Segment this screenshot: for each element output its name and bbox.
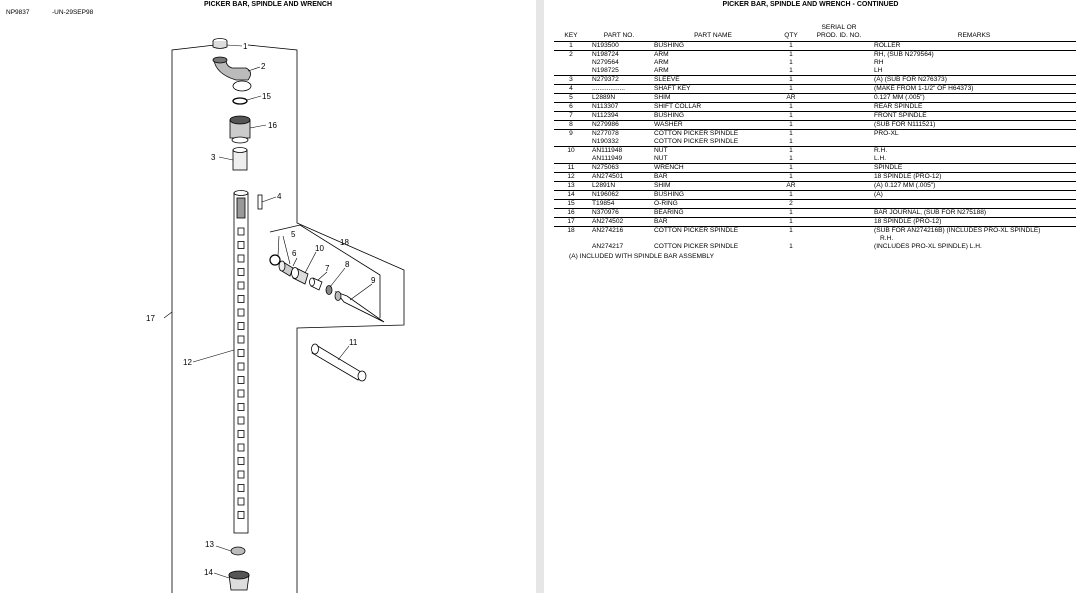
row-key: 11 <box>554 164 588 173</box>
row-serial <box>808 200 870 209</box>
row-part-name: COTTON PICKER SPINDLE <box>654 138 739 145</box>
spindle-hole <box>238 228 244 235</box>
row-serial <box>808 76 870 85</box>
row-part-name: COTTON PICKER SPINDLE <box>654 243 739 250</box>
row-remarks <box>870 138 1076 147</box>
table-row <box>554 182 1076 191</box>
row-serial <box>808 243 870 251</box>
row-part-name: SLEEVE <box>648 76 774 85</box>
row-key: 8 <box>554 121 588 130</box>
row-part-name: SHIM <box>648 94 774 103</box>
parts-table <box>554 24 1076 251</box>
table-row <box>554 85 1076 94</box>
spindle-wrench <box>312 344 367 381</box>
row-key: 15 <box>554 200 588 209</box>
spindle-hole <box>238 471 244 478</box>
row-qty: 1 <box>774 191 808 200</box>
picker-bar-shaft <box>234 191 248 534</box>
row-serial <box>808 147 870 156</box>
row-qty: 1 <box>789 67 793 74</box>
table-row <box>554 59 1076 67</box>
row-part-name: BUSHING <box>648 42 774 51</box>
row-part-name: ARM <box>654 67 669 74</box>
row-qty: AR <box>774 94 808 103</box>
spindle-hole <box>238 296 244 303</box>
table-row <box>554 76 1076 85</box>
row-serial <box>808 121 870 130</box>
row-part-no: N277078 <box>588 130 648 139</box>
row-qty: 1 <box>774 130 808 139</box>
row-remarks: (A) 0.127 MM (.005") <box>870 182 1076 191</box>
doc-id: NP9837 <box>6 9 30 16</box>
row-key: 6 <box>554 103 588 112</box>
row-remarks: R.H. <box>870 147 1076 156</box>
callout-12: 12 <box>183 358 192 367</box>
row-key: 13 <box>554 182 588 191</box>
table-row <box>554 112 1076 121</box>
row-serial <box>808 164 870 173</box>
row-remarks: FRONT SPINDLE <box>870 112 1076 121</box>
table-row <box>554 147 1076 156</box>
row-qty: 1 <box>774 218 808 227</box>
row-serial <box>808 112 870 121</box>
row-remarks-cont: R.H. <box>880 235 894 242</box>
row-qty: 1 <box>774 51 808 60</box>
row-part-no: N198725 <box>592 67 619 74</box>
spindle-hole <box>238 255 244 262</box>
callout-13: 13 <box>205 540 214 549</box>
row-serial <box>808 94 870 103</box>
table-row <box>554 42 1076 51</box>
callout-17: 17 <box>146 314 155 323</box>
row-part-no: AN111948 <box>588 147 648 156</box>
spindle-hole <box>238 390 244 397</box>
row-part-name: BAR <box>648 173 774 182</box>
callout-7: 7 <box>325 264 330 273</box>
row-key: 3 <box>554 76 588 85</box>
row-remarks: PRO-XL <box>870 130 1076 139</box>
row-key: 1 <box>554 42 588 51</box>
row-serial <box>808 173 870 182</box>
shift-collar <box>292 268 309 285</box>
shaft-key <box>258 195 262 209</box>
callout-14: 14 <box>204 568 213 577</box>
roller-bushing <box>213 39 227 49</box>
row-remarks: BAR JOURNAL, (SUB FOR N275188) <box>870 209 1076 218</box>
row-qty: 1 <box>774 76 808 85</box>
spindle-hole <box>238 444 244 451</box>
row-part-no: N370976 <box>588 209 648 218</box>
row-serial <box>808 67 870 76</box>
diagram-page <box>0 0 536 593</box>
spindle-hole <box>238 417 244 424</box>
table-row <box>554 121 1076 130</box>
row-key <box>554 138 588 147</box>
row-qty: AR <box>774 182 808 191</box>
footnote: (A) INCLUDED WITH SPINDLE BAR ASSEMBLY <box>569 253 714 260</box>
row-key: 14 <box>554 191 588 200</box>
row-key <box>554 243 588 251</box>
row-serial <box>808 209 870 218</box>
assembly-outline-17 <box>172 45 215 593</box>
row-part-no: N113307 <box>588 103 648 112</box>
spindle-hole <box>238 404 244 411</box>
table-row <box>554 173 1076 182</box>
spindle-hole <box>238 309 244 316</box>
spindle-hole <box>238 431 244 438</box>
diagram-title: PICKER BAR, SPINDLE AND WRENCH <box>203 1 333 8</box>
table-row <box>554 191 1076 200</box>
row-part-no: AN111949 <box>592 155 623 162</box>
row-key: 4 <box>554 85 588 94</box>
row-part-no: N193500 <box>588 42 648 51</box>
row-part-no: T19854 <box>588 200 648 209</box>
row-key: 12 <box>554 173 588 182</box>
row-part-no: .................. <box>588 85 648 94</box>
table-row <box>554 138 1076 147</box>
row-serial <box>808 42 870 51</box>
row-part-no: N190332 <box>592 138 619 145</box>
row-qty: 1 <box>789 155 793 162</box>
row-part-no: L2889N <box>588 94 648 103</box>
row-remarks: SPINDLE <box>870 164 1076 173</box>
row-part-name: BUSHING <box>648 112 774 121</box>
callout-9: 9 <box>371 276 376 285</box>
row-key: 9 <box>554 130 588 139</box>
callout-15: 15 <box>262 92 271 101</box>
spindle-hole <box>238 377 244 384</box>
bearing <box>230 116 250 143</box>
table-row <box>554 243 1076 251</box>
col-qty: QTY <box>784 32 798 39</box>
row-key: 5 <box>554 94 588 103</box>
row-serial <box>808 51 870 60</box>
spindle-hole <box>238 323 244 330</box>
col-serial-line2: PROD. ID. NO. <box>816 32 862 39</box>
table-row <box>554 227 1076 244</box>
row-qty: 1 <box>774 121 808 130</box>
row-part-no: N279564 <box>592 59 619 66</box>
row-part-name: BAR <box>648 218 774 227</box>
o-ring <box>233 98 247 104</box>
row-remarks: L.H. <box>874 155 887 162</box>
row-serial <box>808 155 870 164</box>
row-serial <box>808 130 870 139</box>
row-qty: 2 <box>774 200 808 209</box>
row-key: 10 <box>554 147 588 156</box>
row-qty: 1 <box>774 209 808 218</box>
row-part-no: N198724 <box>588 51 648 60</box>
row-part-name: NUT <box>654 155 668 162</box>
row-remarks: ROLLER <box>870 42 1076 51</box>
shim-ring <box>270 255 280 265</box>
row-qty: 1 <box>774 147 808 156</box>
row-serial <box>808 227 870 244</box>
row-part-no: AN274501 <box>588 173 648 182</box>
row-remarks: (SUB FOR AN274216B) (INCLUDES PRO-XL SPINDLE) R.H. <box>870 227 1076 244</box>
exploded-parts-diagram <box>0 0 536 593</box>
row-remarks: (INCLUDES PRO-XL SPINDLE) L.H. <box>874 243 982 250</box>
col-serial-line1: SERIAL OR <box>821 24 857 31</box>
row-serial <box>808 218 870 227</box>
row-part-no: AN274216 <box>588 227 648 244</box>
callout-8: 8 <box>345 260 350 269</box>
callout-5: 5 <box>291 230 296 239</box>
row-remarks: RH <box>874 59 884 66</box>
row-part-name: COTTON PICKER SPINDLE <box>648 130 774 139</box>
row-remarks: (A) (SUB FOR N276373) <box>870 76 1076 85</box>
row-remarks: (SUB FOR N111521) <box>870 121 1076 130</box>
row-part-name: BEARING <box>648 209 774 218</box>
row-serial <box>808 182 870 191</box>
col-remarks: REMARKS <box>957 32 991 39</box>
row-qty: 1 <box>789 59 793 66</box>
row-remarks: LH <box>874 67 883 74</box>
table-row <box>554 209 1076 218</box>
table-row <box>554 130 1076 139</box>
row-part-name: BUSHING <box>648 191 774 200</box>
row-qty: 1 <box>774 42 808 51</box>
nut <box>279 261 293 276</box>
row-part-name: SHIM <box>648 182 774 191</box>
callout-2: 2 <box>261 62 266 71</box>
washer <box>326 286 332 295</box>
row-part-no: L2891N <box>588 182 648 191</box>
row-serial <box>808 85 870 94</box>
row-qty: 1 <box>774 164 808 173</box>
row-part-no: N112394 <box>588 112 648 121</box>
row-qty: 1 <box>774 85 808 94</box>
row-part-no: N196062 <box>588 191 648 200</box>
row-remarks: 18 SPINDLE (PRO-12) <box>870 173 1076 182</box>
callout-1: 1 <box>243 42 248 51</box>
row-remarks: (A) <box>870 191 1076 200</box>
row-key: 18 <box>554 227 588 244</box>
row-qty: 1 <box>774 227 808 244</box>
row-key <box>554 67 588 76</box>
date-code: -UN-29SEP98 <box>52 9 94 16</box>
row-part-name: WASHER <box>648 121 774 130</box>
row-remarks: RH, (SUB N279564) <box>870 51 1076 60</box>
row-remarks: REAR SPINDLE <box>870 103 1076 112</box>
row-remarks: 0.127 MM (.005") <box>870 94 1076 103</box>
row-key: 16 <box>554 209 588 218</box>
spindle-bushing <box>310 278 323 290</box>
spindle-hole <box>238 363 244 370</box>
table-row <box>554 94 1076 103</box>
row-remarks: 18 SPINDLE (PRO-12) <box>870 218 1076 227</box>
spindle-hole <box>238 498 244 505</box>
callout-18: 18 <box>340 238 349 247</box>
row-part-name: COTTON PICKER SPINDLE <box>648 227 774 244</box>
row-part-no: N279372 <box>588 76 648 85</box>
spindle-hole <box>238 350 244 357</box>
row-part-name: WRENCH <box>648 164 774 173</box>
parts-list-title: PICKER BAR, SPINDLE AND WRENCH - CONTINUED <box>722 1 899 8</box>
spindle-hole <box>238 458 244 465</box>
row-key: 7 <box>554 112 588 121</box>
row-remarks: (MAKE FROM 1-1/2" OF H64373) <box>870 85 1076 94</box>
table-row <box>554 103 1076 112</box>
row-part-name: O-RING <box>648 200 774 209</box>
row-serial <box>808 103 870 112</box>
shim <box>231 547 245 555</box>
row-qty: 1 <box>774 103 808 112</box>
cotton-picker-spindle <box>335 292 384 323</box>
spindle-hole <box>238 336 244 343</box>
row-serial <box>808 138 870 147</box>
col-part-name: PART NAME <box>694 32 732 39</box>
parts-list-page <box>544 0 1077 593</box>
row-part-name: NUT <box>648 147 774 156</box>
sleeve <box>233 148 247 171</box>
row-qty: 1 <box>789 138 793 145</box>
table-row <box>554 51 1076 60</box>
row-part-name: ARM <box>654 59 669 66</box>
callout-6: 6 <box>292 249 297 258</box>
row-part-no: N279986 <box>588 121 648 130</box>
row-key: 17 <box>554 218 588 227</box>
table-row <box>554 164 1076 173</box>
callout-11: 11 <box>349 338 358 347</box>
callout-16: 16 <box>268 121 277 130</box>
spindle-hole <box>238 485 244 492</box>
row-serial <box>808 191 870 200</box>
spindle-hole <box>238 512 244 519</box>
bushing <box>229 571 249 590</box>
callout-10: 10 <box>315 244 324 253</box>
table-row <box>554 218 1076 227</box>
row-key <box>554 59 588 67</box>
row-part-no: AN274502 <box>588 218 648 227</box>
row-qty: 1 <box>789 243 793 250</box>
table-row <box>554 155 1076 164</box>
table-row <box>554 67 1076 76</box>
row-key: 2 <box>554 51 588 60</box>
arm <box>213 57 251 91</box>
row-part-name: SHAFT KEY <box>648 85 774 94</box>
callout-4: 4 <box>277 192 282 201</box>
spindle-hole <box>238 269 244 276</box>
row-qty: 1 <box>774 112 808 121</box>
callout-3: 3 <box>211 153 216 162</box>
col-part-no: PART NO. <box>603 32 635 39</box>
row-qty: 1 <box>774 173 808 182</box>
spindle-hole <box>238 282 244 289</box>
row-remarks <box>870 200 1076 209</box>
row-key <box>554 155 588 164</box>
spindle-hole <box>238 242 244 249</box>
row-part-name: SHIFT COLLAR <box>648 103 774 112</box>
col-serial <box>808 24 870 42</box>
table-row <box>554 200 1076 209</box>
col-key: KEY <box>564 32 578 39</box>
row-serial <box>808 59 870 67</box>
row-part-no: N275063 <box>588 164 648 173</box>
row-part-name: ARM <box>648 51 774 60</box>
table-header <box>554 24 1076 42</box>
row-part-no: AN274217 <box>592 243 624 250</box>
